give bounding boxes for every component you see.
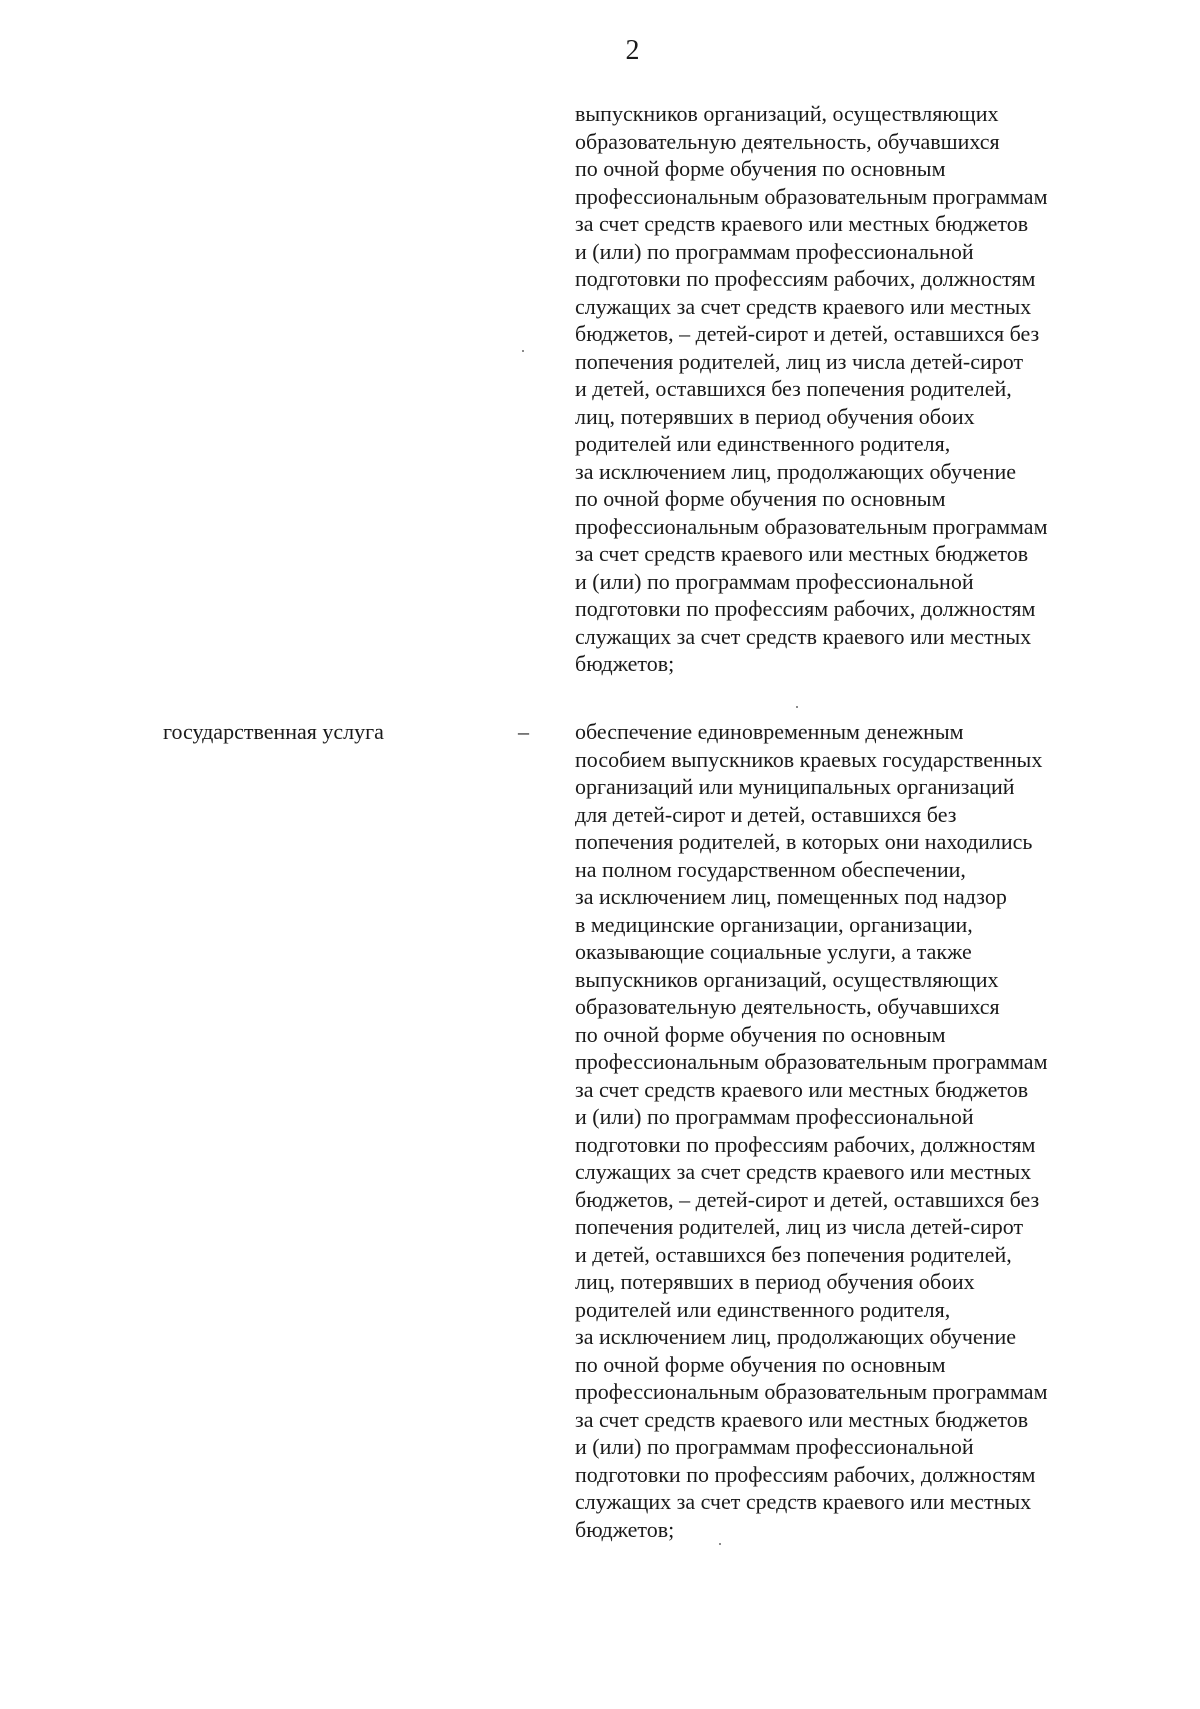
definition-line: профессиональным образовательным программам [575, 513, 1048, 539]
definition-line: для детей-сирот и детей, оставшихся без [575, 801, 957, 827]
definition-line: бюджетов, – детей-сирот и детей, оставшихся без [575, 1186, 1040, 1212]
entry-dash: – [518, 719, 529, 744]
definition-line: и (или) по программам профессиональной [575, 1104, 974, 1129]
definition-line: в медицинские организации, организации, [575, 911, 973, 937]
definition-line: выпускников организаций, осуществляющих [575, 101, 999, 126]
definition-line: на полном государственном обеспечении, [575, 856, 966, 882]
definition-line: подготовки по профессиям рабочих, должностям [575, 1131, 1036, 1157]
definition-line: бюджетов; [575, 651, 675, 676]
definition-line: попечения родителей, лиц из числа детей-сирот [575, 1214, 1024, 1239]
definition-line: за исключением лиц, продолжающих обучение [575, 458, 1016, 484]
page-number: 2 [625, 35, 640, 66]
definition-line: образовательную деятельность, обучавшихся [575, 128, 1000, 154]
scan-speck [796, 706, 798, 708]
definition-line: родителей или единственного родителя, [575, 1296, 951, 1322]
definition-line: лиц, потерявших в период обучения обоих [575, 1269, 975, 1294]
entry-term: государственная услуга [163, 719, 384, 744]
definition-line: бюджетов, – детей-сирот и детей, оставшихся без [575, 321, 1040, 346]
definition-line: за счет средств краевого или местных бюджетов [575, 541, 1029, 566]
definition-line: за счет средств краевого или местных бюджетов [575, 211, 1029, 236]
definition-line: по очной форме обучения по основным [575, 486, 946, 511]
definition-line: служащих за счет средств краевого или местных [575, 1159, 1032, 1184]
definition-line: подготовки по профессиям рабочих, должностям [575, 1461, 1036, 1487]
definition-line: образовательную деятельность, обучавшихся [575, 994, 1000, 1019]
definition-line: служащих за счет средств краевого или местных [575, 293, 1032, 319]
definition-line: за исключением лиц, помещенных под надзор [575, 884, 1007, 909]
definition-line: и (или) по программам профессиональной [575, 568, 974, 594]
definition-line: попечения родителей, лиц из числа детей-сирот [575, 348, 1024, 374]
entry-definition [575, 718, 1135, 1543]
definition-line: и детей, оставшихся без попечения родителей, [575, 376, 1012, 401]
definition-line: организаций или муниципальных организаций [575, 774, 1015, 799]
definition-line: и детей, оставшихся без попечения родителей, [575, 1241, 1012, 1267]
definition-line: профессиональным образовательным программам [575, 1049, 1048, 1074]
definition-line: выпускников организаций, осуществляющих [575, 966, 999, 992]
definition-line: бюджетов; [575, 1516, 675, 1542]
definition-line: попечения родителей, в которых они находились [575, 829, 1033, 854]
definition-line: лиц, потерявших в период обучения обоих [575, 403, 975, 429]
definition-line: и (или) по программам профессиональной [575, 1434, 974, 1459]
definition-line: по очной форме обучения по основным [575, 1351, 946, 1377]
definition-line: профессиональным образовательным программам [575, 1379, 1048, 1404]
definition-line: служащих за счет средств краевого или местных [575, 623, 1032, 649]
definition-line: за исключением лиц, продолжающих обучение [575, 1324, 1016, 1349]
definition-line: за счет средств краевого или местных бюджетов [575, 1076, 1029, 1102]
definition-line: служащих за счет средств краевого или местных [575, 1489, 1032, 1514]
definition-line: подготовки по профессиям рабочих, должностям [575, 596, 1036, 621]
definition-line: оказывающие социальные услуги, а также [575, 939, 972, 964]
definition-line: по очной форме обучения по основным [575, 1021, 946, 1047]
scan-speck [719, 1543, 721, 1545]
definition-line: за счет средств краевого или местных бюджетов [575, 1406, 1029, 1432]
scan-speck [522, 350, 524, 352]
definition-line: обеспечение единовременным денежным [575, 719, 964, 744]
definition-line: пособием выпускников краевых государственных [575, 746, 1043, 772]
definition-line: подготовки по профессиям рабочих, должностям [575, 266, 1036, 291]
definition-line: родителей или единственного родителя, [575, 431, 951, 456]
definition-line: профессиональным образовательным программам [575, 183, 1048, 209]
entry-definition [575, 100, 1135, 678]
definition-line: по очной форме обучения по основным [575, 156, 946, 181]
definition-line: и (или) по программам профессиональной [575, 238, 974, 264]
